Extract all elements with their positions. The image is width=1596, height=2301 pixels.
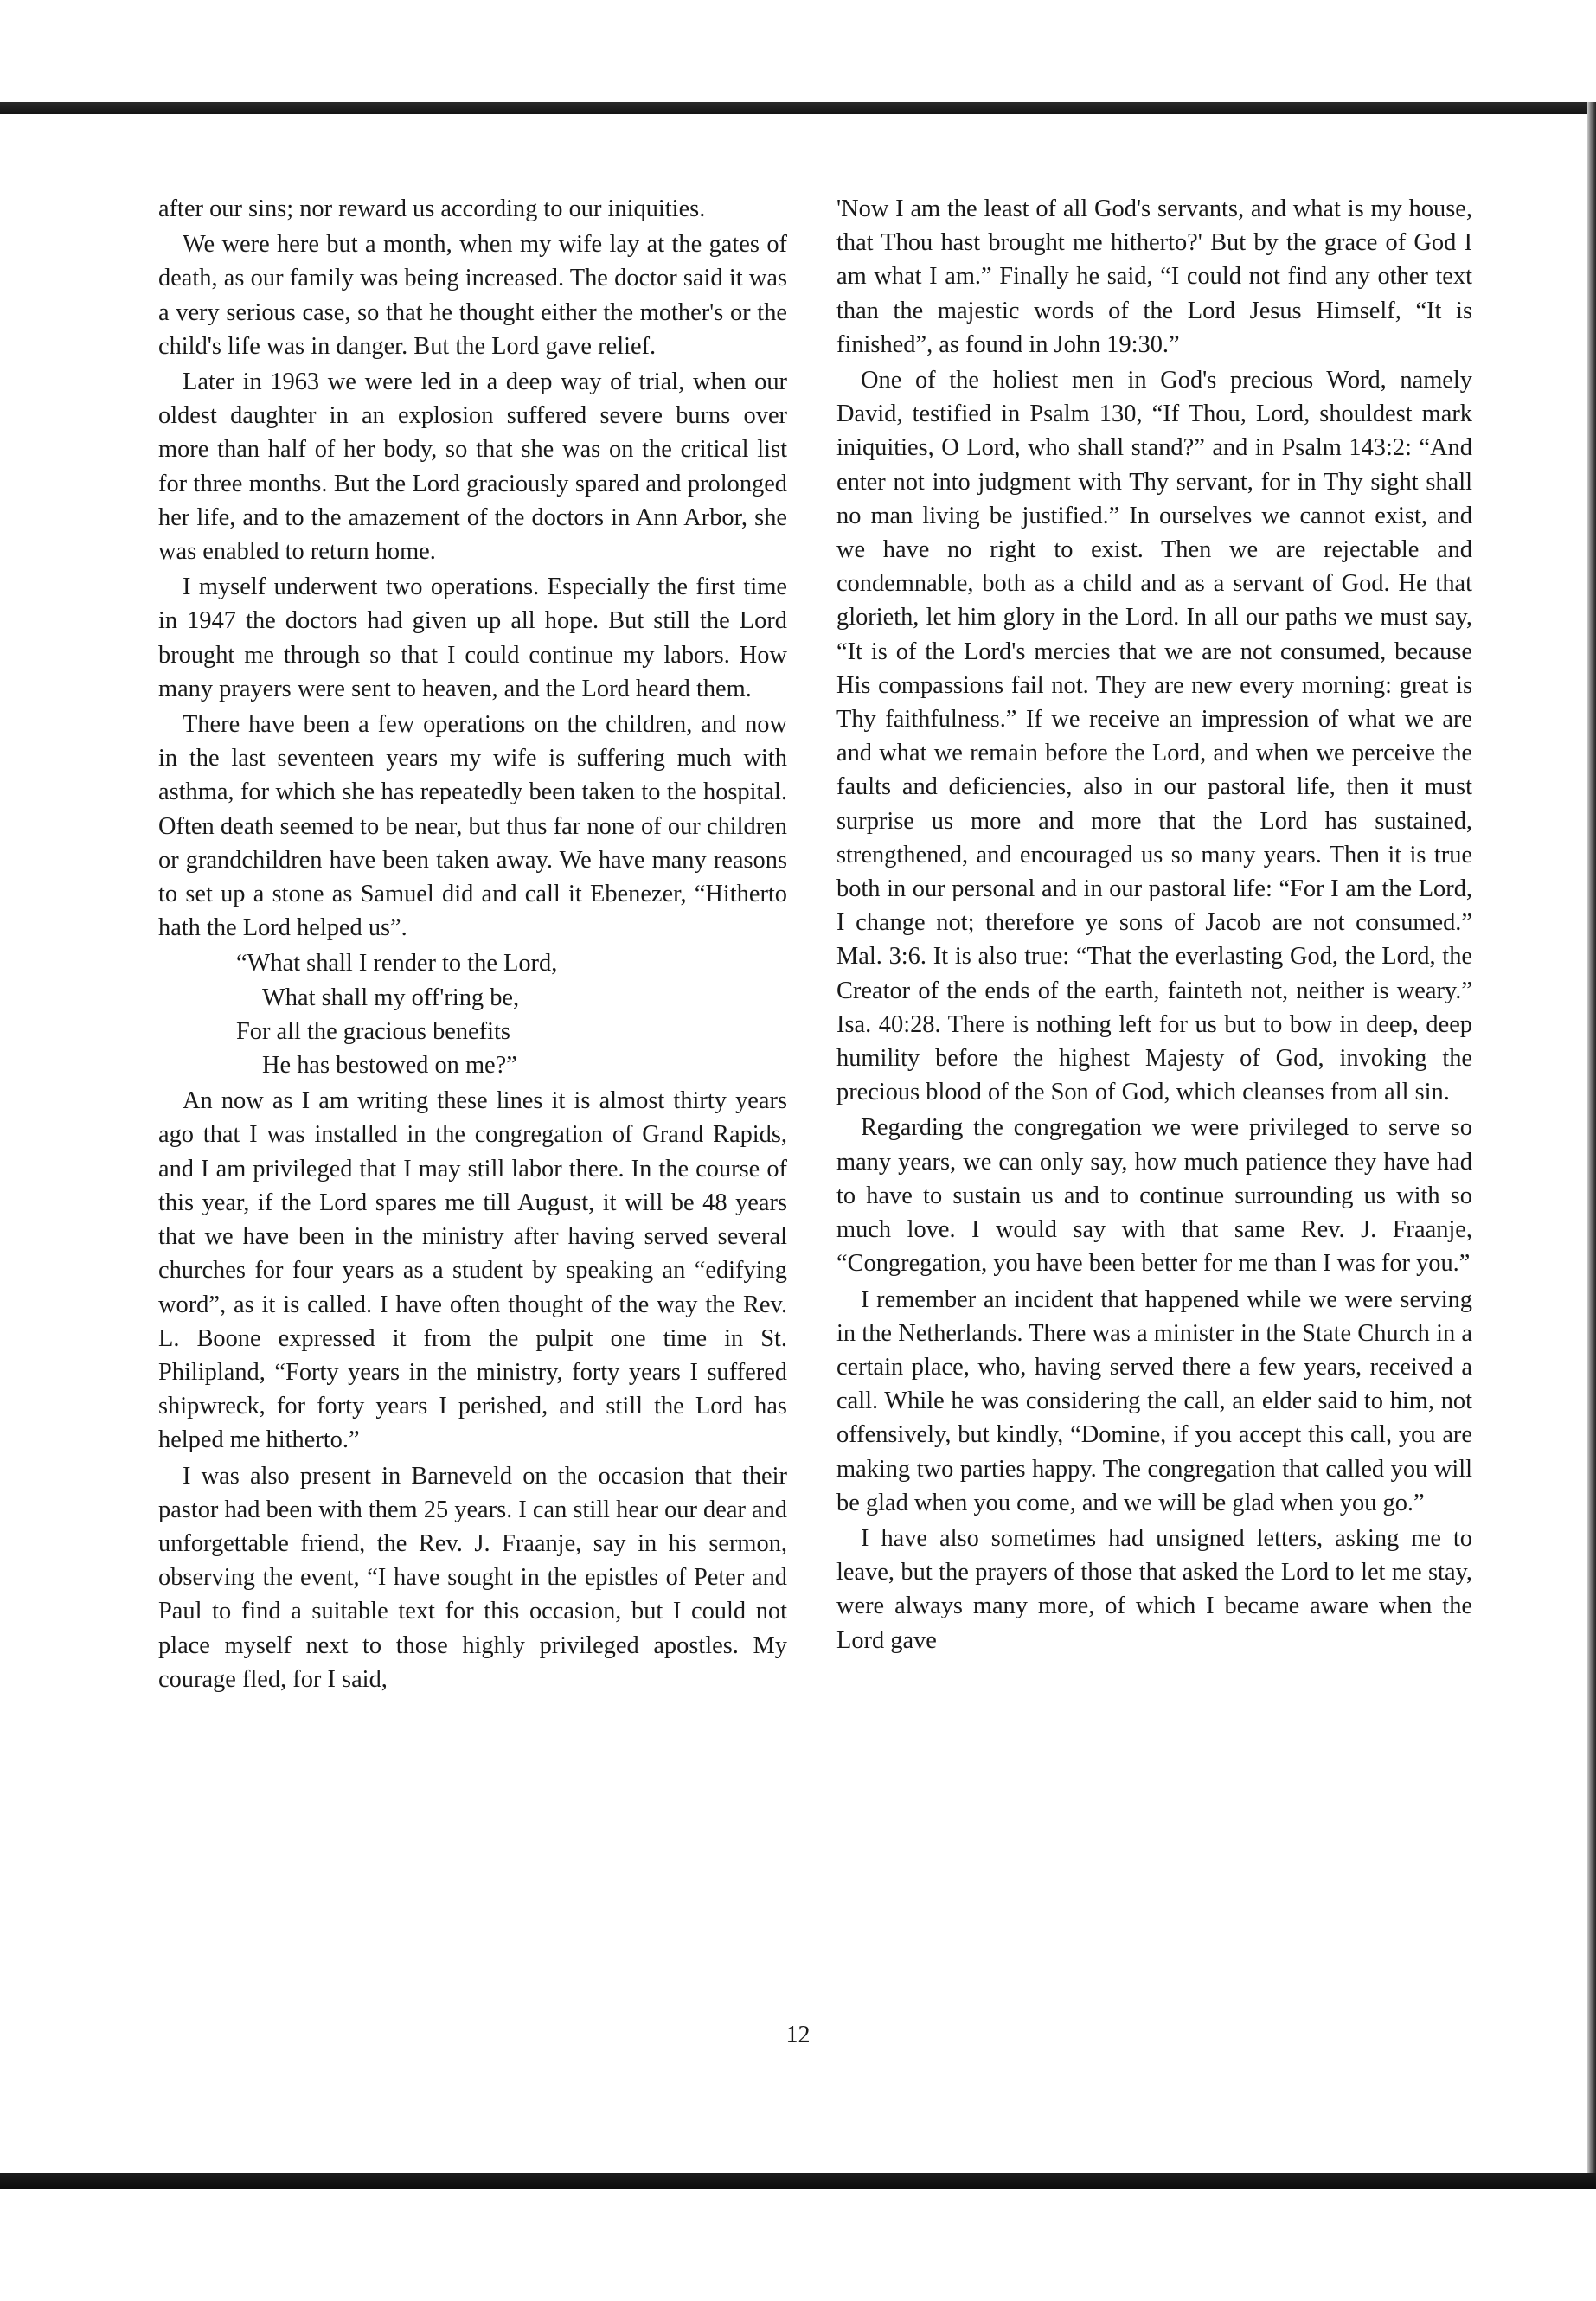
paragraph: I myself underwent two operations. Especially the first time in 1947 the doctors had given up all hope. But still the Lord brought me through so that I could continue my labors. How many prayers were sent to heaven, and the Lord heard them. bbox=[158, 574, 787, 702]
page-number: 12 bbox=[785, 2022, 811, 2048]
paragraph: I have also sometimes had unsigned letters, asking me to leave, but the prayers of those that asked the Lord to let me stay, were always many more, of which I became aware when the Lord gave bbox=[836, 1524, 1472, 1654]
poem-line: “What shall I render to the Lord, bbox=[236, 950, 558, 977]
poem-line: What shall my off'ring be, bbox=[262, 984, 520, 1011]
paragraph: I was also present in Barneveld on the occasion that their pastor had been with them 25 years. I can still hear our dear and unforgettable friend, the Rev. J. Fraanje, say in his sermon, observing the event, “I have sought in the epistles of Peter and Paul to find a suitable text for this occasion, but I could not place myself next to those highly privileged apostles. My courage fled, for I said, bbox=[158, 1462, 787, 1693]
right-column bbox=[836, 192, 1472, 1659]
paragraph: There have been a few operations on the children, and now in the last seventeen years my wife is suffering much with asthma, for which she has repeatedly been taken to the hospital. Often death seemed to be near, but thus far none of our children or grandchildren have been taken away. We have many reasons to set up a stone as Samuel did and call it Ebenezer, “Hitherto hath the Lord helped us”. bbox=[158, 711, 787, 942]
scan-bottom-border bbox=[0, 2173, 1596, 2189]
poem-line: He has bestowed on me?” bbox=[262, 1052, 517, 1080]
paragraph: One of the holiest men in God's precious Word, namely David, testified in Psalm 130, “If Thou, Lord, shouldest mark iniquities, O Lord, who shall stand?” and in Psalm 143:2: “And enter not into judgment with Thy servant, for in Thy sight shall no man living be justified.” In ourselves we cannot exist, and we have no right to exist. Then we are rejectable and condemnable, both as a child and as a servant of God. He that glorieth, let him glory in the Lord. In all our paths we must say, “It is of the Lord's mercies that we are not consumed, because His compassions fail not. They are new every morning: great is Thy faithfulness.” If we receive an impression of what we are and what we remain before the Lord, and when we perceive the faults and deficiencies, also in our pastoral life, then it must surprise us more and more that the Lord has sustained, strengthened, and encouraged us so many years. Then it is true both in our personal and in our pastoral life: “For I am the Lord, I change not; therefore ye sons of Jacob are not consumed.” Mal. 3:6. It is also true: “That the everlasting God, the Lord, the Creator of the ends of the earth, fainteth not, neither is weary.” Isa. 40:28. There is nothing left for us but to bow in deep, deep humility before the highest Majesty of God, invoking the precious blood of the Son of God, which cleanses from all sin. bbox=[836, 367, 1472, 1106]
hymn-quote bbox=[158, 946, 787, 1082]
scan-top-border bbox=[0, 102, 1596, 114]
paragraph: We were here but a month, when my wife lay at the gates of death, as our family was being increased. The doctor said it was a very serious case, so that he thought either the mother's or the child's life was in danger. But the Lord gave relief. bbox=[158, 231, 787, 360]
paragraph: An now as I am writing these lines it is almost thirty years ago that I was installed in the congregation of Grand Rapids, and I am privileged that I may still labor there. In the course of this year, if the Lord spares me till August, it will be 48 years that we have been in the ministry after having served several churches for four years as a student by speaking an “edifying word”, as it is called. I have often thought of the way the Rev. L. Boone expressed it from the pulpit one time in St. Philipland, “Forty years in the ministry, forty years I suffered shipwreck, for forty years I perished, and still the Lord has helped me hitherto.” bbox=[158, 1087, 787, 1454]
scan-right-edge bbox=[1587, 102, 1596, 2189]
poem-line: For all the gracious benefits bbox=[236, 1017, 510, 1045]
left-column bbox=[158, 192, 787, 1698]
paragraph: 'Now I am the least of all God's servants, and what is my house, that Thou hast brought me hitherto?' But by the grace of God I am what I am.” Finally he said, “I could not find any other text than the majestic words of the Lord Jesus Himself, “It is finished”, as found in John 19:30.” bbox=[836, 195, 1472, 358]
paragraph: Regarding the congregation we were privileged to serve so many years, we can only say, how much patience they have had to have to sustain us and to continue surrounding us with so much love. I would say with that same Rev. J. Fraanje, “Congregation, you have been better for me than I was for you.” bbox=[836, 1114, 1472, 1278]
paragraph: after our sins; nor reward us according to our iniquities. bbox=[158, 195, 706, 222]
paragraph: Later in 1963 we were led in a deep way of trial, when our oldest daughter in an explosion suffered severe burns over more than half of her body, so that she was on the critical list for three months. But the Lord graciously spared and prolonged her life, and to the amazement of the doctors in Ann Arbor, she was enabled to return home. bbox=[158, 369, 787, 566]
paragraph: I remember an incident that happened while we were serving in the Netherlands. There was a minister in the State Church in a certain place, who, having served there a few years, received a call. While he was considering the call, an elder said to him, not offensively, but kindly, “Domine, if you accept this call, you are making two parties happy. The congregation that called you will be glad when you come, and we will be glad when you go.” bbox=[836, 1285, 1472, 1516]
